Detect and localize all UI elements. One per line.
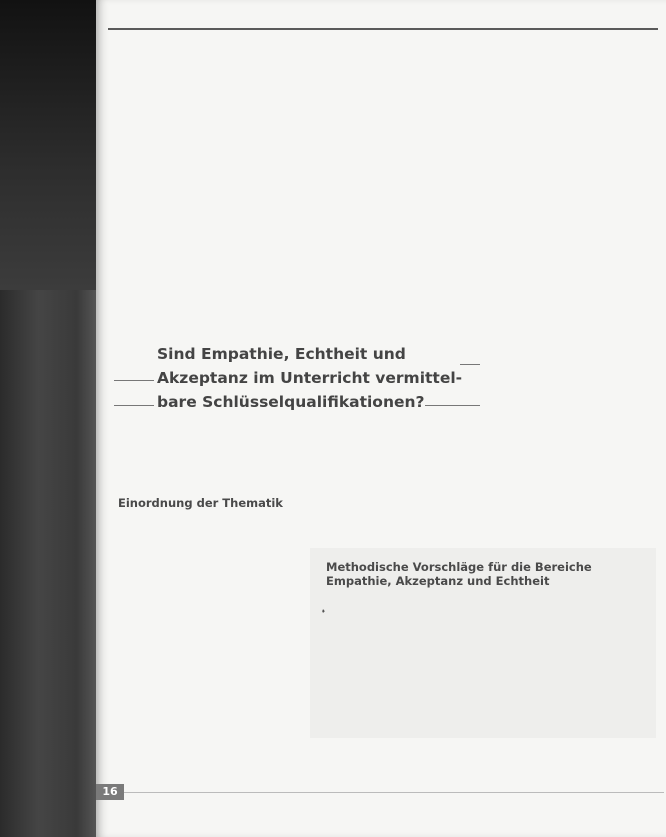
- top-column-2: [312, 44, 476, 52]
- section-body-column: [118, 534, 296, 542]
- middle-body-column: [312, 456, 478, 464]
- headline-line-3: bare Schlüsselqualifikationen?: [157, 393, 425, 411]
- headline-rule: [425, 405, 480, 406]
- top-column-3: [490, 44, 658, 52]
- section-heading: Einordnung der Thematik: [118, 496, 283, 510]
- methods-list: [322, 606, 652, 607]
- headline-rule: [460, 364, 480, 365]
- running-head: [108, 14, 658, 30]
- methods-box-heading: Methodische Vorschläge für die Bereiche Empathie, Akzeptanz und Echtheit: [326, 560, 592, 588]
- headline-line-2: Akzeptanz im Unterricht vermittel-: [157, 369, 463, 387]
- scan-edge-shadow-top: [0, 0, 96, 290]
- footer-rule: [124, 792, 664, 793]
- headline-rule: [114, 380, 154, 381]
- headline-line-1: Sind Empathie, Echtheit und: [157, 345, 406, 363]
- headline-rule: [114, 405, 154, 406]
- top-column-1: [114, 44, 296, 52]
- article-headline: [157, 342, 477, 414]
- page-number: 16: [96, 784, 124, 800]
